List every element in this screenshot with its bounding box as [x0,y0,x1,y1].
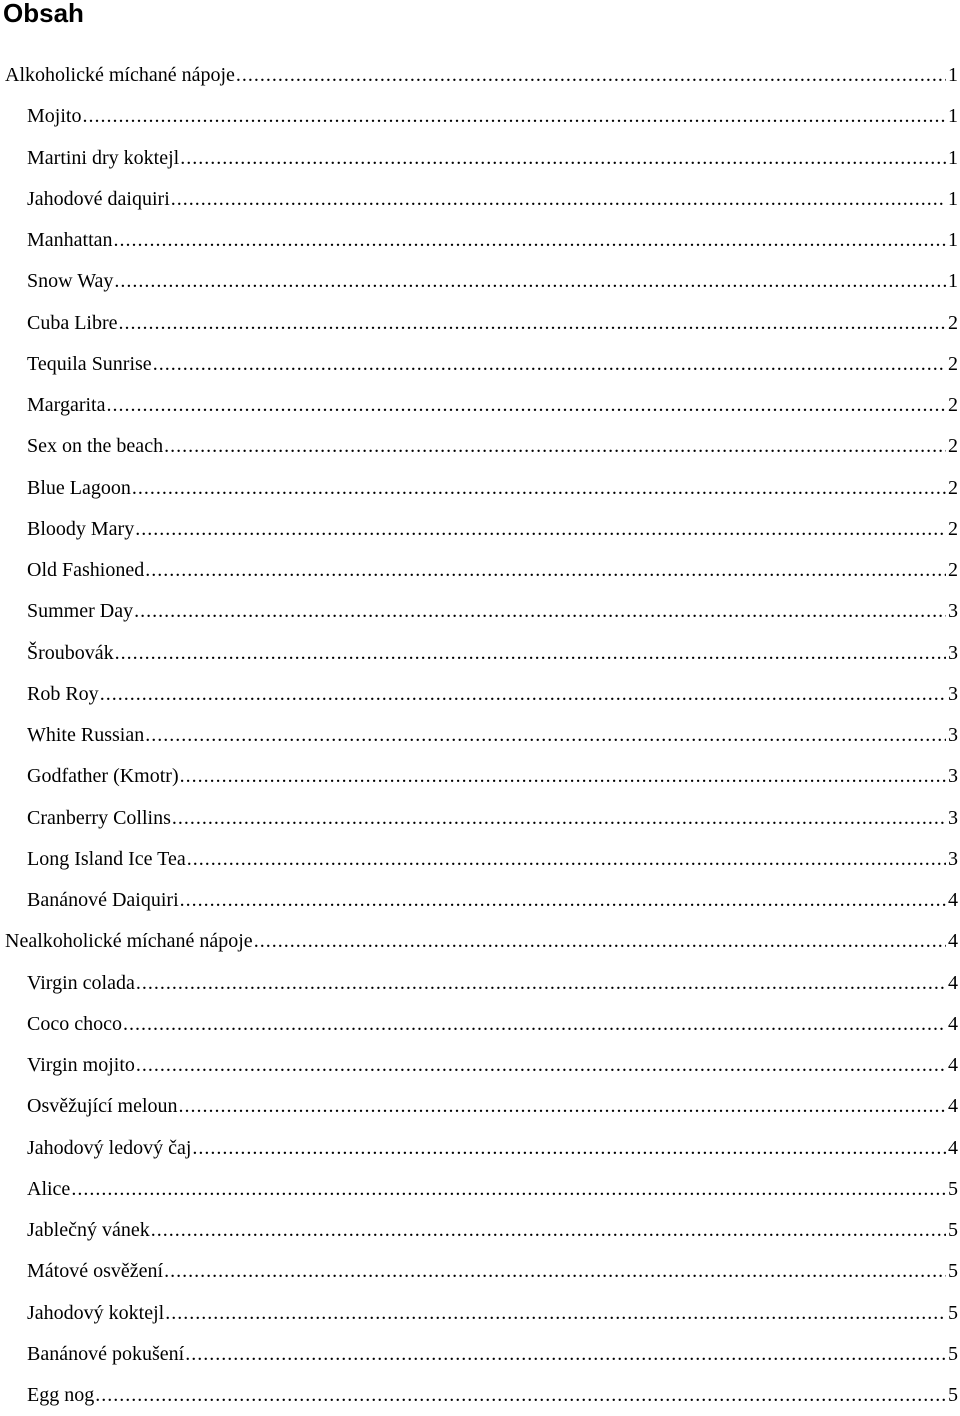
toc-entry-title: Jahodový ledový čaj [27,1136,192,1159]
toc-entry[interactable] [0,921,960,962]
toc-dot-leader [172,798,946,839]
toc-entry-page-number: 3 [948,600,958,623]
toc-entry-title: Cuba Libre [27,311,118,334]
toc-entry-page-number: 5 [948,1219,958,1241]
toc-entry-page-number: 3 [948,724,958,746]
toc-entry-page-number: 4 [948,1012,958,1035]
toc-entry-title: Šroubovák [27,641,114,664]
toc-entry-page-number: 4 [948,1095,958,1118]
toc-dot-leader [145,715,946,756]
toc-dot-leader [136,1045,946,1086]
toc-dot-leader [134,591,946,632]
toc-entry-page-number: 1 [948,64,958,86]
toc-entry-title: Jablečný vánek [27,1219,150,1241]
toc-entry-title: Margarita [27,394,106,416]
toc-dot-leader [179,1086,946,1127]
toc-entry[interactable] [0,880,960,921]
toc-entry-title: Jahodový koktejl [27,1301,165,1324]
toc-entry-title: Blue Lagoon [27,476,131,499]
toc-entry-title: Mojito [27,105,82,128]
toc-entry[interactable] [0,1045,960,1086]
table-of-contents [0,55,960,1416]
toc-dot-leader [164,426,946,467]
toc-entry-title: Summer Day [27,600,134,623]
toc-entry[interactable] [0,468,960,509]
toc-entry[interactable] [0,1086,960,1127]
toc-entry-title: Osvěžující meloun [27,1095,178,1118]
toc-entry-title: Bloody Mary [27,517,135,540]
toc-dot-leader [164,1251,946,1292]
toc-entry[interactable] [0,839,960,880]
toc-entry-page-number: 2 [948,559,958,581]
toc-entry[interactable] [0,1169,960,1210]
toc-entry[interactable] [0,591,960,632]
toc-entry-title: Manhattan [27,229,113,251]
toc-entry-title: White Russian [27,724,145,746]
toc-entry[interactable] [0,1251,960,1292]
toc-entry-page-number: 2 [948,394,958,416]
toc-entry-title: Mátové osvěžení [27,1260,164,1283]
toc-entry[interactable] [0,963,960,1004]
toc-dot-leader [180,138,946,179]
toc-entry-page-number: 3 [948,806,958,829]
toc-entry-title: Alice [27,1177,71,1200]
toc-entry-title: Old Fashioned [27,559,145,581]
toc-entry-title: Godfather (Kmotr) [27,765,179,788]
toc-entry-title: Snow Way [27,270,114,293]
toc-entry-title: Virgin colada [27,971,135,994]
toc-dot-leader [153,344,946,385]
toc-entry-title: Egg nog [27,1384,95,1406]
toc-entry-page-number: 3 [948,641,958,664]
toc-entry[interactable] [0,55,960,96]
toc-entry-page-number: 4 [948,1136,958,1159]
toc-dot-leader [119,303,946,344]
toc-entry-page-number: 1 [948,229,958,251]
toc-dot-leader [82,96,946,137]
toc-entry[interactable] [0,1210,960,1251]
toc-entry[interactable] [0,426,960,467]
toc-entry[interactable] [0,550,960,591]
toc-entry[interactable] [0,220,960,261]
toc-entry-page-number: 5 [948,1342,958,1365]
toc-entry-page-number: 3 [948,847,958,870]
toc-entry-page-number: 5 [948,1384,958,1406]
toc-entry[interactable] [0,674,960,715]
toc-entry-title: Coco choco [27,1012,122,1035]
toc-dot-leader [180,756,946,797]
toc-entry[interactable] [0,1004,960,1045]
page-title: Obsah [3,0,84,28]
toc-entry-page-number: 5 [948,1260,958,1283]
toc-dot-leader [236,55,946,96]
toc-entry[interactable] [0,1334,960,1375]
toc-entry-page-number: 2 [948,311,958,334]
toc-entry-page-number: 2 [948,435,958,458]
toc-dot-leader [165,1293,946,1334]
toc-entry-page-number: 4 [948,1054,958,1076]
toc-entry-page-number: 5 [948,1177,958,1200]
toc-entry[interactable] [0,179,960,220]
toc-entry-title: Banánové pokušení [27,1342,185,1365]
toc-entry-page-number: 3 [948,682,958,705]
toc-entry-title: Sex on the beach [27,435,164,458]
toc-entry-title: Nealkoholické míchané nápoje [5,930,253,953]
toc-entry[interactable] [0,633,960,674]
toc-entry[interactable] [0,509,960,550]
toc-dot-leader [180,880,946,921]
toc-entry[interactable] [0,261,960,302]
toc-entry[interactable] [0,385,960,426]
toc-entry[interactable] [0,1128,960,1169]
toc-entry-title: Alkoholické míchané nápoje [5,64,235,86]
toc-dot-leader [114,220,946,261]
toc-entry[interactable] [0,344,960,385]
toc-entry-page-number: 1 [948,270,958,293]
toc-entry-page-number: 1 [948,187,958,210]
toc-entry-title: Rob Roy [27,682,99,705]
toc-dot-leader [136,963,946,1004]
toc-dot-leader [114,261,946,302]
toc-entry-title: Martini dry koktejl [27,146,180,169]
toc-dot-leader [100,674,946,715]
toc-entry[interactable] [0,798,960,839]
toc-entry[interactable] [0,96,960,137]
toc-dot-leader [115,633,946,674]
toc-entry-page-number: 1 [948,105,958,128]
toc-entry-title: Jahodové daiquiri [27,187,170,210]
toc-dot-leader [187,839,946,880]
toc-dot-leader [107,385,947,426]
toc-entry-page-number: 1 [948,146,958,169]
toc-entry-page-number: 2 [948,476,958,499]
toc-dot-leader [254,921,946,962]
toc-entry-page-number: 4 [948,930,958,953]
toc-entry[interactable] [0,715,960,756]
toc-entry-title: Banánové Daiquiri [27,889,179,911]
toc-entry-page-number: 3 [948,765,958,788]
toc-dot-leader [185,1334,946,1375]
toc-entry-title: Tequila Sunrise [27,352,152,375]
toc-dot-leader [145,550,946,591]
toc-dot-leader [123,1004,946,1045]
toc-entry-page-number: 4 [948,889,958,911]
toc-entry[interactable] [0,756,960,797]
toc-entry-page-number: 5 [948,1301,958,1324]
toc-dot-leader [135,509,946,550]
toc-entry-page-number: 2 [948,352,958,375]
toc-dot-leader [171,179,946,220]
toc-dot-leader [71,1169,946,1210]
toc-entry-page-number: 4 [948,971,958,994]
toc-entry[interactable] [0,1293,960,1334]
toc-entry-page-number: 2 [948,517,958,540]
toc-entry[interactable] [0,303,960,344]
toc-dot-leader [132,468,946,509]
toc-entry-title: Cranberry Collins [27,806,171,829]
toc-entry[interactable] [0,138,960,179]
toc-dot-leader [192,1128,946,1169]
toc-dot-leader [151,1210,946,1251]
toc-entry-title: Long Island Ice Tea [27,847,186,870]
toc-entry-title: Virgin mojito [27,1054,135,1076]
